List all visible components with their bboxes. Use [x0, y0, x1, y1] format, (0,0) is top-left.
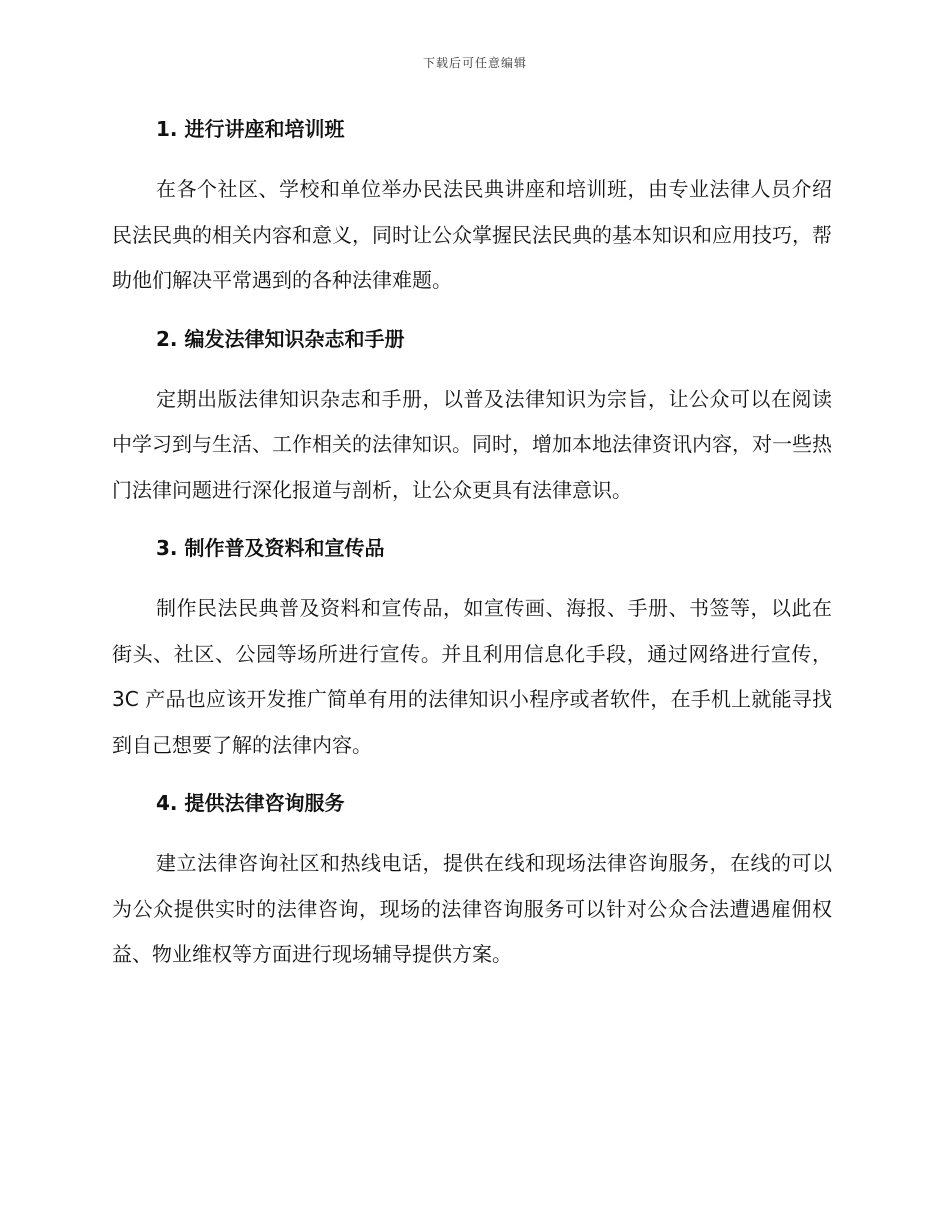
- section-heading: 2. 编发法律知识杂志和手册: [156, 326, 405, 351]
- section-paragraph: 建立法律咨询社区和热线电话，提供在线和现场法律咨询服务，在线的可以为公众提供实时的法律咨询，现场的法律咨询服务可以针对公众合法遭遇雇佣权益、物业维权等方面进行现场辅导提供方案。: [112, 851, 832, 966]
- section-paragraph: 制作民法民典普及资料和宣传品，如宣传画、海报、手册、书签等，以此在街头、社区、公园等场所进行宣传。并且利用信息化手段，通过网络进行宣传，3C 产品也应该开发推广简单有用的法律知识小程序或者软件，在手机上就能寻找到自己想要了解的法律内容。: [112, 596, 832, 757]
- section-4: [112, 787, 832, 978]
- section-heading: 4. 提供法律咨询服务: [156, 791, 345, 815]
- document-body: [112, 113, 832, 997]
- section-1: [112, 113, 832, 304]
- section-3: [112, 532, 832, 768]
- page-header: 下载后可任意编辑: [422, 56, 527, 70]
- section-heading: 1. 进行讲座和培训班: [156, 117, 345, 141]
- section-paragraph: 在各个社区、学校和单位举办民法民典讲座和培训班，由专业法律人员介绍民法民典的相关内容和意义，同时让公众掌握民法民典的基本知识和应用技巧，帮助他们解决平常遇到的各种法律难题。: [112, 177, 832, 292]
- section-paragraph: 定期出版法律知识杂志和手册，以普及法律知识为宗旨，让公众可以在阅读中学习到与生活、工作相关的法律知识。同时，增加本地法律资讯内容，对一些热门法律问题进行深化报道与剖析，让公众更具有法律意识。: [112, 386, 832, 502]
- section-2: [112, 323, 832, 514]
- section-heading: 3. 制作普及资料和宣传品: [156, 536, 385, 560]
